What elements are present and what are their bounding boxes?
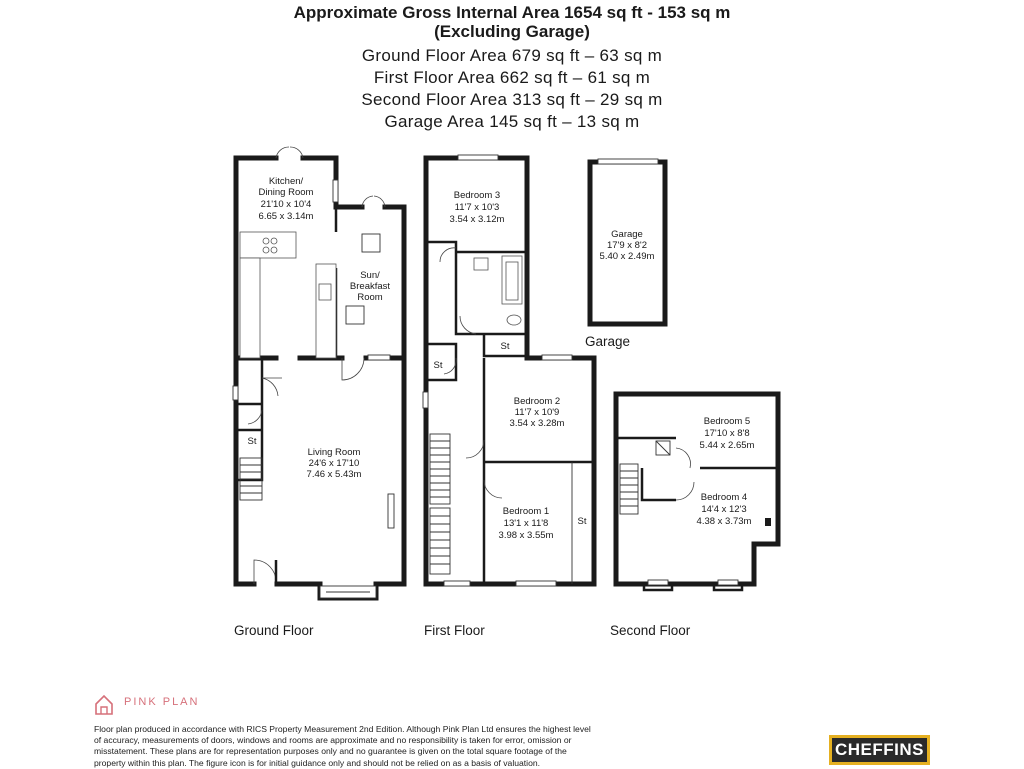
bedroom2-window [542,355,572,360]
garage-label: Garage [611,229,643,240]
bedroom3-dims-imperial: 11'7 x 10'3 [454,202,500,213]
sun-room-window [368,355,390,360]
ground-store-label: St [247,436,257,447]
living-door [342,358,364,380]
second-floor-area: Second Floor Area 313 sq ft – 29 sq m [361,90,663,109]
kitchen-french-door [276,147,303,158]
ground-stairs [240,458,262,500]
first-floor-stairs [430,434,450,574]
garage-floor-label: Garage [585,334,631,349]
bedroom5-dims-metric: 5.44 x 2.65m [699,440,755,451]
bedroom4-label: Bedroom 4 [700,492,748,503]
kitchen-label-2: Dining Room [258,187,314,198]
bedroom2-dims-imperial: 11'7 x 10'9 [514,407,560,418]
living-room-dims-imperial: 24'6 x 17'10 [308,458,360,469]
garage-dims-metric: 5.40 x 2.49m [599,251,655,262]
first-floor-area: First Floor Area 662 sq ft – 61 sq m [373,68,651,87]
sun-room-label: Sun/ [360,270,380,281]
bedroom1-door [484,480,502,498]
hob-ring [263,247,269,253]
bath-inner [506,262,518,300]
plan-title: Approximate Gross Internal Area 1654 sq ft - 153 sq m [293,3,731,22]
landing-store-door [444,358,456,374]
cheffins-logo: CHEFFINS [829,735,930,765]
ground-floor-label: Ground Floor [234,623,314,638]
kitchen-window [333,180,338,202]
kitchen-dims-metric: 6.65 x 3.14m [258,211,314,222]
bedroom5-label: Bedroom 5 [703,416,751,427]
chimney-breast [765,518,771,526]
kitchen-worktop-left [240,258,260,358]
second-floor-stairs [620,464,638,514]
garage-dims-imperial: 17'9 x 8'2 [606,240,648,251]
hob-ring [271,238,277,244]
bedroom3-label: Bedroom 3 [453,190,501,201]
first-floor-label: First Floor [424,623,485,638]
ground-outer-wall-right [277,207,404,598]
bedroom4-dims-metric: 4.38 x 3.73m [696,516,752,527]
wc-door [262,378,282,396]
second-floor-label: Second Floor [610,623,691,638]
basin [474,258,488,270]
skylight-diag [656,441,670,455]
sun-room-label-2: Breakfast [349,281,391,292]
bedroom1-dims-metric: 3.98 x 3.55m [498,530,554,541]
disclaimer-text: Floor plan produced in accordance with RICS Property Measurement 2nd Edition. Although Pink Plan Ltd ensures the highest level of accuracy, measurements of doors, windows and rooms are approximate and no responsibility is taken for error, omission or misstatement. These plans are for representation purposes only and no guarantee is given on the total square footage of the property within this plan. The figure icon is for initial guidance only and should not be relied on as a basis of valuation. [94,724,591,768]
dormer-window-left [648,580,668,585]
bedroom1-window [516,581,556,586]
sun-room-skylight [346,306,364,324]
wc-window [233,386,238,400]
kitchen-sink [319,284,331,300]
living-room-label: Living Room [307,447,361,458]
bedroom1-dims-imperial: 13'1 x 11'8 [503,518,549,529]
store-door [248,410,262,424]
garage-area: Garage Area 145 sq ft – 13 sq m [384,112,640,131]
landing-window [444,581,470,586]
bedroom5-door [676,448,691,468]
sun-room-label-3: Room [357,292,383,303]
landing-store-label: St [433,360,443,371]
bathroom-store-label: St [500,341,510,352]
sun-room-french-door [362,196,385,207]
bedroom3-dims-metric: 3.54 x 3.12m [449,214,505,225]
bedroom4-dims-imperial: 14'4 x 12'3 [701,504,747,515]
landing-side-window [423,392,428,408]
bedroom3-door [440,248,456,262]
living-room-dims-metric: 7.46 x 5.43m [306,469,362,480]
hob-ring [271,247,277,253]
dormer-window-right [718,580,738,585]
second-outer-wall [616,394,778,584]
ground-outer-wall-top [303,158,362,207]
living-fireplace [388,494,394,528]
bedroom3-window [458,155,498,160]
ground-floor-area: Ground Floor Area 679 sq ft – 63 sq m [361,46,663,65]
bedroom2-label: Bedroom 2 [513,396,561,407]
pink-plan-brand: PINK PLAN [124,696,200,708]
garage-door [598,159,658,164]
kitchen-dims-imperial: 21'10 x 10'4 [260,199,312,210]
sun-room-skylight [362,234,380,252]
kitchen-worktop-right [316,264,336,358]
toilet [507,315,521,325]
wardrobe-store-label: St [577,516,587,527]
kitchen-label: Kitchen/ [268,176,304,187]
bedroom1-label: Bedroom 1 [502,506,550,517]
bathroom-door [460,316,476,334]
bedroom5-dims-imperial: 17'10 x 8'8 [704,428,750,439]
bedroom4-door [676,482,694,500]
hob-ring [263,238,269,244]
front-door [254,560,276,584]
bedroom2-dims-metric: 3.54 x 3.28m [509,418,565,429]
bedroom2-door [466,440,484,458]
second-floor-plan [616,394,778,590]
hob-worktop [240,232,296,258]
landing-wall [642,468,676,500]
plan-subtitle: (Excluding Garage) [434,22,590,41]
pink-plan-logo-icon [96,696,112,714]
